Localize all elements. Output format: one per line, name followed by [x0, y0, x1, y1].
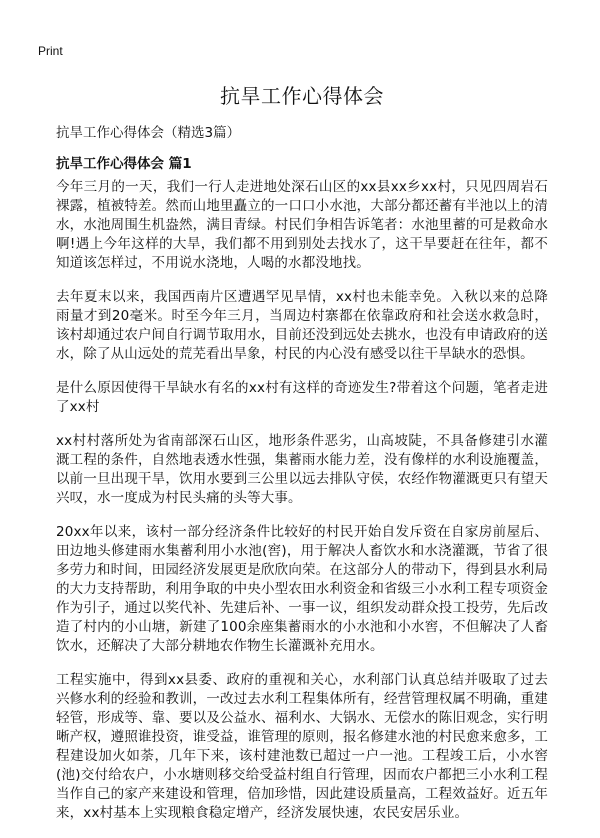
print-link[interactable]: Print — [38, 44, 63, 58]
paragraph: 20xx年以来，该村一部分经济条件比较好的村民开始自发斥资在自家房前屋后、田边地头修建雨水集蓄利用小水池(窖)，用于解决人畜饮水和水浇灌溉，节省了很多劳力和时间，田园经济发展更是欣欣向荣。在这部分人的带动下，得到县水利局的大力支持帮助，利用争取的中央小型农田水利资金和省级三小水利工程专项资金作为引子，通过以奖代补、先建后补、一事一议，组织发动群众投工投劳，先后改造了村内的小山塘，新建了100余座集蓄雨水的小水池和小水窖，不但解决了人畜饮水，还解决了大部分耕地农作物生长灌溉补充用水。 — [56, 524, 548, 654]
paragraph: 是什么原因使得干旱缺水有名的xx村有这样的奇迹发生?带着这个问题，笔者走进了xx村 — [56, 380, 548, 415]
paragraph: xx村村落所处为省南部深石山区，地形条件恶劣，山高坡陡，不具备修建引水灌溉工程的条件，自然地表透水性强，集蓄雨水能力差，没有像样的水利设施覆盖，以前一旦出现干旱，饮用水要到三公里以远去排队守侯，农经作物灌溉更只有望天兴叹，水一度成为村民头痛的头等大事。 — [56, 433, 548, 506]
paragraph-list — [56, 178, 548, 838]
page-title: 抗旱工作心得体会 — [220, 84, 384, 108]
paragraph: 去年夏末以来，我国西南片区遭遇罕见旱情，xx村也未能幸免。入秋以来的总降雨量才到20毫米。时至今年三月，当周边村寨都在依靠政府和社会送水救急时，该村却通过农户间自行调节取用水，目前还没到远处去挑水，也没有申请政府的送水，除了从山远处的荒芜看出旱象，村民的内心没有感受以往干旱缺水的恐惧。 — [56, 289, 548, 362]
paragraph: 今年三月的一天，我们一行人走进地处深石山区的xx县xx乡xx村，只见四周岩石裸露，植被特差。然而山地里矗立的一口口小水池，大部分都还蓄有半池以上的清水，水池周围生机盎然，满目青绿。村民们争相告诉笔者：水池里蓄的可是救命水啊!遇上今年这样的大旱，我们都不用到别处去找水了，这干旱要赶在往年，都不知道该怎样过，不用说水浇地，人喝的水都没地找。 — [56, 179, 548, 271]
section-heading: 抗旱工作心得体会 篇1 — [56, 156, 192, 172]
document-subtitle: 抗旱工作心得体会（精选3篇） — [56, 125, 241, 141]
paragraph: 工程实施中，得到xx县委、政府的重视和关心，水利部门认真总结并吸取了过去兴修水利的经验和教训，一改过去水利工程集体所有，经营管理权属不明确，重建轻管，形成等、靠、要以及公益水、福利水、大锅水、无偿水的陈旧观念，实行明晰产权，遵照谁投资，谁受益，谁管理的原则，报名修建水池的村民愈来愈多，工程建设加火如荼，几年下来，该村建池数已超过一户一池。工程竣工后，小水窖(池)交付给农户，小水塘则移交给受益村组自行管理，因而农户都把三小水利工程当作自己的家产来建设和管理，倍加珍惜，因此建设质量高，工程效益好。近五年来，xx村基本上实现粮食稳定增产，经济发展快速，农民安居乐业。 — [56, 672, 548, 821]
